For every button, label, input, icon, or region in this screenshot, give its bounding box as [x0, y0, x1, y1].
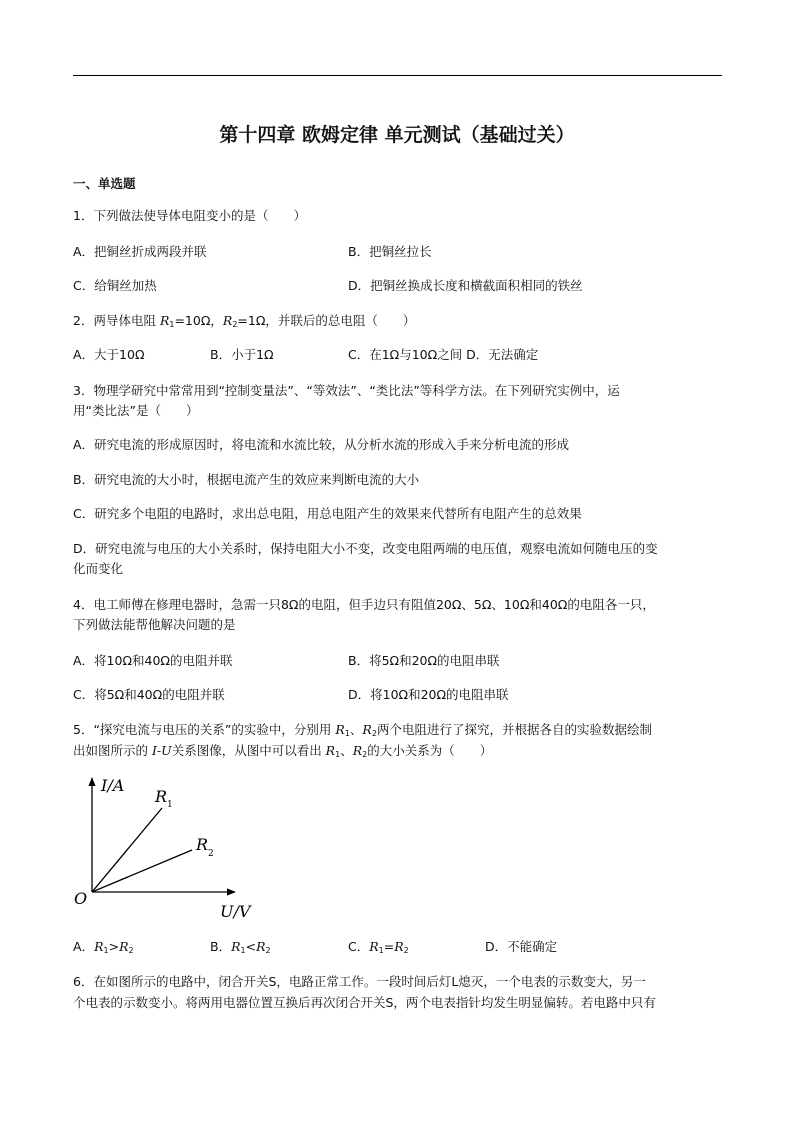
q5-a-r2-sub: 2 [128, 946, 134, 955]
q1-option-c: C．给铜丝加热 [73, 278, 157, 293]
q2-stem-pre: 2．两导体电阻 [73, 313, 160, 328]
q5-sep: 、 [349, 722, 363, 737]
q5-b-r2: R [256, 939, 266, 954]
q2-stem-mid: =10Ω， [174, 313, 223, 328]
q6-stem-line1: 6．在如图所示的电路中，闭合开关S，电路正常工作。一段时间后灯L熄灭，一个电表的示数变大，另一 [73, 974, 646, 989]
q4-stem-line2: 下列做法能帮他解决问题的是 [73, 617, 236, 632]
q5-r1-sub-b: 1 [335, 750, 341, 759]
y-axis-label: I/A [101, 776, 125, 795]
q1-option-d: D．把铜丝换成长度和横截面积相同的铁丝 [348, 278, 583, 293]
q5-b-rel: < [245, 939, 257, 954]
q3-option-d-line2: 化而变化 [73, 561, 124, 576]
r1-line-label-sub: 1 [167, 800, 173, 810]
q5-option-d: D．不能确定 [485, 939, 558, 954]
q1-option-a: A．把铜丝折成两段并联 [73, 244, 207, 259]
q5-a-r1: R [94, 939, 104, 954]
q5-stem-line1 [73, 722, 652, 742]
q6-stem-line2: 个电表的示数变小。将两用电器位置互换后再次闭合开关S，两个电表指针均发生明显偏转。若电路中只有 [73, 995, 656, 1010]
q5-a-r1-sub: 1 [103, 946, 109, 955]
q2-r1: R [159, 313, 170, 328]
q3-option-b: B．研究电流的大小时，根据电流产生的效应来判断电流的大小 [73, 472, 420, 487]
q4-stem-line1: 4．电工师傅在修理电器时，急需一只8Ω的电阻，但手边只有阻值20Ω、5Ω、10Ω和40Ω的电阻各一只， [73, 597, 655, 612]
q5-sep-b: 、 [340, 743, 353, 758]
iu-graph [70, 772, 260, 922]
q5-b-pre: B． [210, 939, 232, 954]
r2-line-label: R [196, 835, 209, 854]
q5-a-pre: A． [73, 939, 95, 954]
q5-a-rel: > [108, 939, 120, 954]
q1-option-b: B．把铜丝拉长 [348, 244, 432, 259]
q2-option-cd: C．在1Ω与10Ω之间 D．无法确定 [348, 347, 539, 362]
r1-line-label: R [155, 787, 168, 806]
q5-r2: R [362, 722, 372, 737]
q5-stem-line2 [73, 743, 492, 763]
section-heading: 一、单选题 [73, 176, 136, 191]
q5-a-r2: R [119, 939, 129, 954]
q2-r2: R [222, 313, 233, 328]
q5-stem-l2b: 关系图像，从图中可以看出 [171, 743, 326, 758]
q5-r1-sub: 1 [344, 729, 350, 738]
q5-option-a [73, 939, 134, 959]
q5-b-r2-sub: 2 [265, 946, 271, 955]
q5-r2-b: R [352, 743, 363, 758]
q5-r1: R [335, 722, 345, 737]
q5-stem-l1a: 5．“探究电流与电压的关系”的实验中，分别用 [73, 722, 336, 737]
q5-c-rel: = [383, 939, 395, 954]
q5-c-pre: C． [348, 939, 370, 954]
q2-stem [73, 313, 415, 333]
q3-stem-line1: 3．物理学研究中常常用到“控制变量法”、“等效法”、“类比法”等科学方法。在下列研究实例中，运 [73, 383, 620, 398]
r2-line-label-sub: 2 [208, 849, 214, 859]
q3-stem-line2: 用“类比法”是（ ） [73, 403, 199, 418]
q5-c-r2: R [394, 939, 404, 954]
q2-r2-sub: 2 [232, 320, 238, 329]
q2-r1-sub: 1 [169, 320, 175, 329]
q5-stem-l2a: 出如图所示的 [73, 743, 152, 758]
q3-option-d-line1: D．研究电流与电压的大小关系时，保持电阻大小不变，改变电阻两端的电压值，观察电流如何随电压的变 [73, 541, 658, 556]
r1-line [92, 808, 162, 892]
x-axis-label: U/V [220, 902, 251, 921]
q2-stem-post: =1Ω，并联后的总电阻（ ） [237, 313, 416, 328]
q5-c-r1-sub: 1 [378, 946, 384, 955]
q5-b-r1-sub: 1 [240, 946, 246, 955]
origin-label: O [74, 889, 88, 908]
q5-option-b [210, 939, 271, 959]
q5-iu: I-U [151, 743, 172, 758]
q3-option-a: A．研究电流的形成原因时，将电流和水流比较，从分析水流的形成入手来分析电流的形成 [73, 437, 570, 452]
q2-option-b: B．小于1Ω [210, 347, 274, 362]
q4-option-b: B．将5Ω和20Ω的电阻串联 [348, 653, 500, 668]
q4-option-a: A．将10Ω和40Ω的电阻并联 [73, 653, 233, 668]
q1-stem: 1．下列做法使导体电阻变小的是（ ） [73, 208, 306, 223]
q2-option-a: A．大于10Ω [73, 347, 145, 362]
r2-line [92, 850, 192, 892]
q5-b-r1: R [231, 939, 241, 954]
q5-stem-l1b: 两个电阻进行了探究，并根据各自的实验数据绘制 [376, 722, 652, 737]
q3-option-c: C．研究多个电阻的电路时，求出总电阻，用总电阻产生的效果来代替所有电阻产生的总效果 [73, 506, 582, 521]
q5-r2-sub-b: 2 [362, 750, 368, 759]
q4-option-d: D．将10Ω和20Ω的电阻串联 [348, 687, 509, 702]
q4-option-c: C．将5Ω和40Ω的电阻并联 [73, 687, 225, 702]
q5-c-r1: R [369, 939, 379, 954]
header-rule [73, 75, 722, 76]
q5-option-c [348, 939, 409, 959]
q5-r2-sub: 2 [371, 729, 377, 738]
q5-c-r2-sub: 2 [403, 946, 409, 955]
q5-stem-l2c: 的大小关系为（ ） [367, 743, 493, 758]
q5-r1-b: R [325, 743, 336, 758]
page-title: 第十四章 欧姆定律 单元测试（基础过关） [219, 124, 575, 146]
